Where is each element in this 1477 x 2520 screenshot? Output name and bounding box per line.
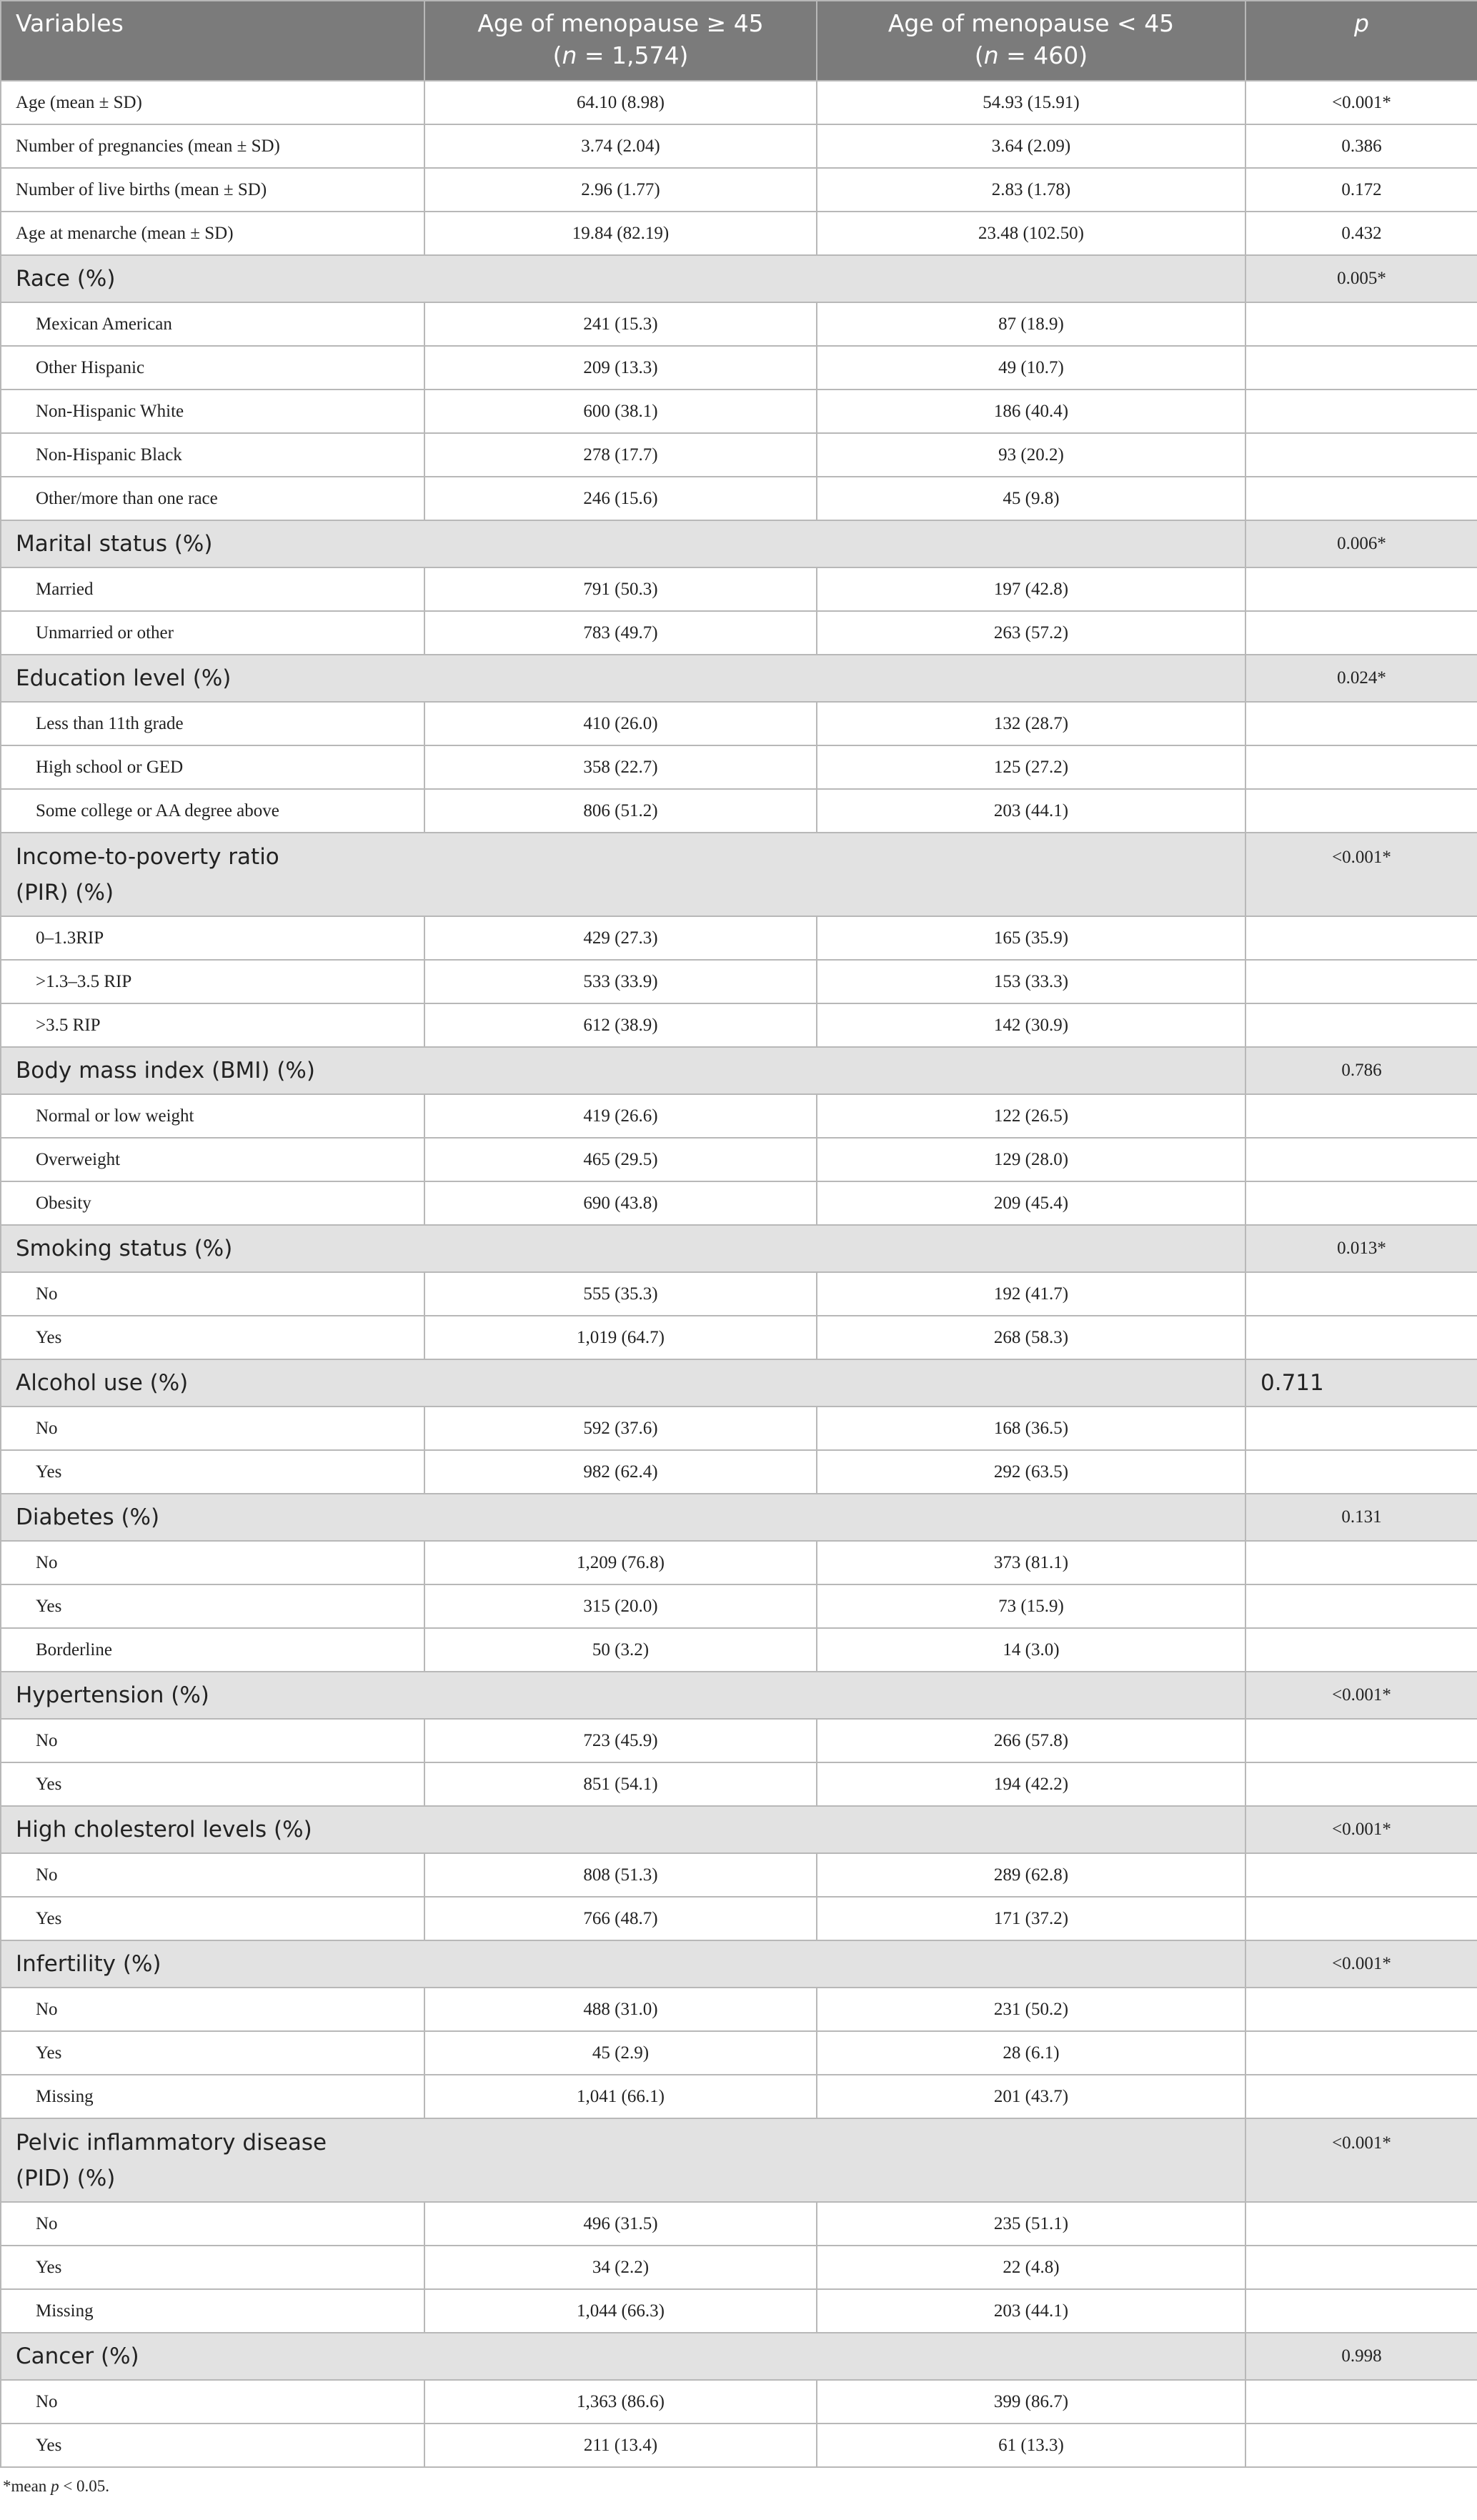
p-value bbox=[1245, 2380, 1477, 2424]
category-row bbox=[1, 1450, 1477, 1494]
category-row bbox=[1, 2031, 1477, 2075]
row-label: 0–1.3RIP bbox=[1, 916, 424, 960]
group2-value: 129 (28.0) bbox=[817, 1138, 1245, 1181]
category-row bbox=[1, 2246, 1477, 2289]
p-value bbox=[1245, 1853, 1477, 1897]
section-label-text: Infertility (%) bbox=[16, 1951, 161, 1977]
section-p-value: 0.024* bbox=[1245, 655, 1477, 702]
group1-value: 1,363 (86.6) bbox=[424, 2380, 817, 2424]
category-row bbox=[1, 2424, 1477, 2467]
row-label: No bbox=[1, 1719, 424, 1762]
group2-value: 209 (45.4) bbox=[817, 1181, 1245, 1225]
group2-value: 132 (28.7) bbox=[817, 702, 1245, 745]
category-row bbox=[1, 960, 1477, 1003]
group1-value: 64.10 (8.98) bbox=[424, 81, 817, 124]
section-label bbox=[1, 655, 1245, 702]
header-group1-n: n bbox=[562, 41, 577, 69]
group2-value: 14 (3.0) bbox=[817, 1628, 1245, 1672]
p-value bbox=[1245, 2202, 1477, 2246]
table-row bbox=[1, 81, 1477, 124]
row-label: Some college or AA degree above bbox=[1, 789, 424, 833]
footnote-star: *mean bbox=[3, 2477, 51, 2495]
p-value bbox=[1245, 1584, 1477, 1628]
table-footnote bbox=[3, 2477, 109, 2496]
group1-value: 791 (50.3) bbox=[424, 567, 817, 611]
header-group2-title: Age of menopause < 45 bbox=[887, 9, 1175, 37]
group1-value: 410 (26.0) bbox=[424, 702, 817, 745]
group2-value: 203 (44.1) bbox=[817, 2289, 1245, 2333]
row-label: Number of pregnancies (mean ± SD) bbox=[1, 124, 424, 168]
p-value bbox=[1245, 477, 1477, 520]
group1-value: 783 (49.7) bbox=[424, 611, 817, 655]
category-row bbox=[1, 1584, 1477, 1628]
section-label bbox=[1, 1225, 1245, 1272]
section-label-text-line2: (PID) (%) bbox=[16, 2166, 116, 2191]
header-group-menopause-under-45 bbox=[817, 1, 1245, 81]
section-label-text: Body mass index (BMI) (%) bbox=[16, 1058, 315, 1083]
row-label: Missing bbox=[1, 2075, 424, 2118]
group2-value: 165 (35.9) bbox=[817, 916, 1245, 960]
section-p-value: <0.001* bbox=[1245, 1806, 1477, 1853]
group2-value: 73 (15.9) bbox=[817, 1584, 1245, 1628]
row-label: High school or GED bbox=[1, 745, 424, 789]
p-value bbox=[1245, 1272, 1477, 1316]
section-p-value: <0.001* bbox=[1245, 833, 1477, 916]
group1-value: 278 (17.7) bbox=[424, 433, 817, 477]
group2-value: 399 (86.7) bbox=[817, 2380, 1245, 2424]
group1-value: 723 (45.9) bbox=[424, 1719, 817, 1762]
group2-value: 28 (6.1) bbox=[817, 2031, 1245, 2075]
p-value bbox=[1245, 611, 1477, 655]
section-label bbox=[1, 833, 1245, 916]
category-row bbox=[1, 1541, 1477, 1584]
category-row bbox=[1, 2380, 1477, 2424]
group2-value: 2.83 (1.78) bbox=[817, 168, 1245, 212]
group1-value: 19.84 (82.19) bbox=[424, 212, 817, 255]
group2-value: 186 (40.4) bbox=[817, 390, 1245, 433]
group1-value: 358 (22.7) bbox=[424, 745, 817, 789]
section-header-row bbox=[1, 255, 1477, 302]
row-label: Unmarried or other bbox=[1, 611, 424, 655]
section-label-text: Marital status (%) bbox=[16, 531, 213, 557]
group1-value: 315 (20.0) bbox=[424, 1584, 817, 1628]
group1-value: 690 (43.8) bbox=[424, 1181, 817, 1225]
p-value bbox=[1245, 346, 1477, 390]
p-value bbox=[1245, 960, 1477, 1003]
row-label: Yes bbox=[1, 1584, 424, 1628]
p-value: 0.432 bbox=[1245, 212, 1477, 255]
section-p-value: 0.711 bbox=[1245, 1359, 1477, 1407]
group1-value: 1,019 (64.7) bbox=[424, 1316, 817, 1359]
table-row bbox=[1, 168, 1477, 212]
row-label: Borderline bbox=[1, 1628, 424, 1672]
header-group1-count: = 1,574) bbox=[577, 41, 689, 69]
row-label: Missing bbox=[1, 2289, 424, 2333]
section-header-row bbox=[1, 1225, 1477, 1272]
section-p-value: <0.001* bbox=[1245, 2118, 1477, 2202]
group2-value: 23.48 (102.50) bbox=[817, 212, 1245, 255]
row-label: Mexican American bbox=[1, 302, 424, 346]
header-p-label: p bbox=[1354, 9, 1369, 37]
category-row bbox=[1, 1138, 1477, 1181]
section-label-text: High cholesterol levels (%) bbox=[16, 1817, 312, 1842]
p-value bbox=[1245, 1719, 1477, 1762]
row-label: Other/more than one race bbox=[1, 477, 424, 520]
group2-value: 268 (58.3) bbox=[817, 1316, 1245, 1359]
section-p-value: 0.013* bbox=[1245, 1225, 1477, 1272]
category-row bbox=[1, 745, 1477, 789]
p-value bbox=[1245, 789, 1477, 833]
section-label-text-line2: (PIR) (%) bbox=[16, 880, 114, 906]
header-variables: Variables bbox=[1, 1, 424, 81]
group1-value: 982 (62.4) bbox=[424, 1450, 817, 1494]
group2-value: 168 (36.5) bbox=[817, 1407, 1245, 1450]
section-label bbox=[1, 1940, 1245, 1988]
row-label: >3.5 RIP bbox=[1, 1003, 424, 1047]
section-p-value: 0.131 bbox=[1245, 1494, 1477, 1541]
table-header-row bbox=[1, 1, 1477, 81]
category-row bbox=[1, 433, 1477, 477]
p-value bbox=[1245, 1138, 1477, 1181]
category-row bbox=[1, 789, 1477, 833]
p-value: 0.172 bbox=[1245, 168, 1477, 212]
row-label: No bbox=[1, 2202, 424, 2246]
p-value bbox=[1245, 702, 1477, 745]
section-label bbox=[1, 1359, 1245, 1407]
group1-value: 851 (54.1) bbox=[424, 1762, 817, 1806]
header-group2-open: ( bbox=[974, 41, 984, 69]
category-row bbox=[1, 611, 1477, 655]
p-value bbox=[1245, 1407, 1477, 1450]
section-label-text: Diabetes (%) bbox=[16, 1504, 160, 1530]
section-header-row bbox=[1, 1940, 1477, 1988]
group1-value: 3.74 (2.04) bbox=[424, 124, 817, 168]
group2-value: 203 (44.1) bbox=[817, 789, 1245, 833]
category-row bbox=[1, 2202, 1477, 2246]
category-row bbox=[1, 1094, 1477, 1138]
section-label-text: Pelvic inflammatory disease bbox=[16, 2130, 327, 2156]
header-group2-count: = 460) bbox=[998, 41, 1088, 69]
group1-value: 241 (15.3) bbox=[424, 302, 817, 346]
section-label-text: Hypertension (%) bbox=[16, 1682, 209, 1708]
section-label-text: Cancer (%) bbox=[16, 2343, 139, 2369]
row-label: No bbox=[1, 1541, 424, 1584]
row-label: Obesity bbox=[1, 1181, 424, 1225]
footnote-p: p bbox=[51, 2477, 59, 2495]
p-value bbox=[1245, 2031, 1477, 2075]
group1-value: 488 (31.0) bbox=[424, 1988, 817, 2031]
row-label: No bbox=[1, 1988, 424, 2031]
row-label: No bbox=[1, 2380, 424, 2424]
table-row bbox=[1, 124, 1477, 168]
section-label bbox=[1, 520, 1245, 567]
row-label: Yes bbox=[1, 2424, 424, 2467]
group2-value: 231 (50.2) bbox=[817, 1988, 1245, 2031]
group1-value: 1,209 (76.8) bbox=[424, 1541, 817, 1584]
row-label: Yes bbox=[1, 1897, 424, 1940]
section-label-text: Race (%) bbox=[16, 266, 116, 292]
category-row bbox=[1, 1988, 1477, 2031]
group2-value: 87 (18.9) bbox=[817, 302, 1245, 346]
row-label: >1.3–3.5 RIP bbox=[1, 960, 424, 1003]
section-header-row bbox=[1, 1047, 1477, 1094]
section-header-row bbox=[1, 520, 1477, 567]
group1-value: 2.96 (1.77) bbox=[424, 168, 817, 212]
category-row bbox=[1, 1407, 1477, 1450]
group2-value: 45 (9.8) bbox=[817, 477, 1245, 520]
category-row bbox=[1, 1181, 1477, 1225]
group1-value: 555 (35.3) bbox=[424, 1272, 817, 1316]
p-value bbox=[1245, 1762, 1477, 1806]
section-label bbox=[1, 255, 1245, 302]
category-row bbox=[1, 1628, 1477, 1672]
row-label: Overweight bbox=[1, 1138, 424, 1181]
category-row bbox=[1, 567, 1477, 611]
p-value bbox=[1245, 302, 1477, 346]
section-header-row bbox=[1, 655, 1477, 702]
section-label-text: Alcohol use (%) bbox=[16, 1370, 189, 1396]
p-value bbox=[1245, 1003, 1477, 1047]
group1-value: 808 (51.3) bbox=[424, 1853, 817, 1897]
p-value bbox=[1245, 1181, 1477, 1225]
group2-value: 3.64 (2.09) bbox=[817, 124, 1245, 168]
category-row bbox=[1, 1853, 1477, 1897]
group1-value: 1,041 (66.1) bbox=[424, 2075, 817, 2118]
row-label: Age (mean ± SD) bbox=[1, 81, 424, 124]
group2-value: 266 (57.8) bbox=[817, 1719, 1245, 1762]
group1-value: 211 (13.4) bbox=[424, 2424, 817, 2467]
category-row bbox=[1, 1003, 1477, 1047]
p-value: <0.001* bbox=[1245, 81, 1477, 124]
group2-value: 122 (26.5) bbox=[817, 1094, 1245, 1138]
category-row bbox=[1, 1719, 1477, 1762]
section-label bbox=[1, 1672, 1245, 1719]
section-header-row bbox=[1, 2333, 1477, 2380]
row-label: Yes bbox=[1, 1450, 424, 1494]
row-label: Number of live births (mean ± SD) bbox=[1, 168, 424, 212]
group1-value: 246 (15.6) bbox=[424, 477, 817, 520]
section-header-row bbox=[1, 833, 1477, 916]
group1-value: 766 (48.7) bbox=[424, 1897, 817, 1940]
row-label: Normal or low weight bbox=[1, 1094, 424, 1138]
group2-value: 54.93 (15.91) bbox=[817, 81, 1245, 124]
category-row bbox=[1, 346, 1477, 390]
group2-value: 201 (43.7) bbox=[817, 2075, 1245, 2118]
group1-value: 533 (33.9) bbox=[424, 960, 817, 1003]
row-label: Yes bbox=[1, 1316, 424, 1359]
category-row bbox=[1, 390, 1477, 433]
group2-value: 192 (41.7) bbox=[817, 1272, 1245, 1316]
group1-value: 50 (3.2) bbox=[424, 1628, 817, 1672]
p-value bbox=[1245, 1541, 1477, 1584]
table-row bbox=[1, 212, 1477, 255]
p-value bbox=[1245, 1316, 1477, 1359]
section-p-value: <0.001* bbox=[1245, 1672, 1477, 1719]
row-label: No bbox=[1, 1407, 424, 1450]
p-value bbox=[1245, 1094, 1477, 1138]
section-header-row bbox=[1, 1494, 1477, 1541]
group2-value: 263 (57.2) bbox=[817, 611, 1245, 655]
row-label: Married bbox=[1, 567, 424, 611]
group1-value: 1,044 (66.3) bbox=[424, 2289, 817, 2333]
category-row bbox=[1, 702, 1477, 745]
group2-value: 194 (42.2) bbox=[817, 1762, 1245, 1806]
section-header-row bbox=[1, 2118, 1477, 2202]
group2-value: 235 (51.1) bbox=[817, 2202, 1245, 2246]
category-row bbox=[1, 477, 1477, 520]
section-p-value: 0.005* bbox=[1245, 255, 1477, 302]
group1-value: 612 (38.9) bbox=[424, 1003, 817, 1047]
group2-value: 373 (81.1) bbox=[817, 1541, 1245, 1584]
group1-value: 419 (26.6) bbox=[424, 1094, 817, 1138]
p-value: 0.386 bbox=[1245, 124, 1477, 168]
group1-value: 592 (37.6) bbox=[424, 1407, 817, 1450]
p-value bbox=[1245, 567, 1477, 611]
row-label: Yes bbox=[1, 2031, 424, 2075]
p-value bbox=[1245, 2075, 1477, 2118]
section-p-value: 0.786 bbox=[1245, 1047, 1477, 1094]
p-value bbox=[1245, 1628, 1477, 1672]
row-label: Less than 11th grade bbox=[1, 702, 424, 745]
group2-value: 22 (4.8) bbox=[817, 2246, 1245, 2289]
p-value bbox=[1245, 2246, 1477, 2289]
group1-value: 465 (29.5) bbox=[424, 1138, 817, 1181]
group2-value: 171 (37.2) bbox=[817, 1897, 1245, 1940]
header-group1-title: Age of menopause ≥ 45 bbox=[477, 9, 764, 37]
group2-value: 61 (13.3) bbox=[817, 2424, 1245, 2467]
category-row bbox=[1, 302, 1477, 346]
group2-value: 292 (63.5) bbox=[817, 1450, 1245, 1494]
category-row bbox=[1, 1897, 1477, 1940]
footnote-threshold: < 0.05. bbox=[59, 2477, 110, 2495]
category-row bbox=[1, 1272, 1477, 1316]
row-label: Yes bbox=[1, 2246, 424, 2289]
table-body bbox=[1, 81, 1477, 2467]
row-label: Non-Hispanic White bbox=[1, 390, 424, 433]
section-label bbox=[1, 2118, 1245, 2202]
row-label: Age at menarche (mean ± SD) bbox=[1, 212, 424, 255]
category-row bbox=[1, 2289, 1477, 2333]
section-label bbox=[1, 1494, 1245, 1541]
section-p-value: <0.001* bbox=[1245, 1940, 1477, 1988]
group1-value: 600 (38.1) bbox=[424, 390, 817, 433]
group1-value: 34 (2.2) bbox=[424, 2246, 817, 2289]
row-label: Non-Hispanic Black bbox=[1, 433, 424, 477]
group2-value: 49 (10.7) bbox=[817, 346, 1245, 390]
p-value bbox=[1245, 1988, 1477, 2031]
section-p-value: 0.998 bbox=[1245, 2333, 1477, 2380]
header-group-menopause-45-or-older bbox=[424, 1, 817, 81]
group1-value: 209 (13.3) bbox=[424, 346, 817, 390]
header-p-value bbox=[1245, 1, 1477, 81]
group1-value: 806 (51.2) bbox=[424, 789, 817, 833]
section-p-value: 0.006* bbox=[1245, 520, 1477, 567]
group2-value: 142 (30.9) bbox=[817, 1003, 1245, 1047]
category-row bbox=[1, 1316, 1477, 1359]
p-value bbox=[1245, 745, 1477, 789]
p-value bbox=[1245, 433, 1477, 477]
group1-value: 429 (27.3) bbox=[424, 916, 817, 960]
group1-value: 496 (31.5) bbox=[424, 2202, 817, 2246]
section-label-text: Income-to-poverty ratio bbox=[16, 844, 279, 870]
group2-value: 153 (33.3) bbox=[817, 960, 1245, 1003]
p-value bbox=[1245, 1450, 1477, 1494]
category-row bbox=[1, 916, 1477, 960]
group2-value: 93 (20.2) bbox=[817, 433, 1245, 477]
category-row bbox=[1, 2075, 1477, 2118]
group2-value: 197 (42.8) bbox=[817, 567, 1245, 611]
p-value bbox=[1245, 916, 1477, 960]
section-label-text: Smoking status (%) bbox=[16, 1236, 233, 1261]
group2-value: 125 (27.2) bbox=[817, 745, 1245, 789]
group1-value: 45 (2.9) bbox=[424, 2031, 817, 2075]
group2-value: 289 (62.8) bbox=[817, 1853, 1245, 1897]
header-group2-n: n bbox=[983, 41, 999, 69]
p-value bbox=[1245, 1897, 1477, 1940]
section-label-text: Education level (%) bbox=[16, 665, 232, 691]
p-value bbox=[1245, 2289, 1477, 2333]
section-label bbox=[1, 1806, 1245, 1853]
p-value bbox=[1245, 2424, 1477, 2467]
section-header-row bbox=[1, 1359, 1477, 1407]
p-value bbox=[1245, 390, 1477, 433]
category-row bbox=[1, 1762, 1477, 1806]
row-label: Other Hispanic bbox=[1, 346, 424, 390]
row-label: No bbox=[1, 1853, 424, 1897]
row-label: No bbox=[1, 1272, 424, 1316]
header-group1-open: ( bbox=[552, 41, 562, 69]
section-header-row bbox=[1, 1672, 1477, 1719]
section-label bbox=[1, 1047, 1245, 1094]
section-header-row bbox=[1, 1806, 1477, 1853]
section-label bbox=[1, 2333, 1245, 2380]
row-label: Yes bbox=[1, 1762, 424, 1806]
